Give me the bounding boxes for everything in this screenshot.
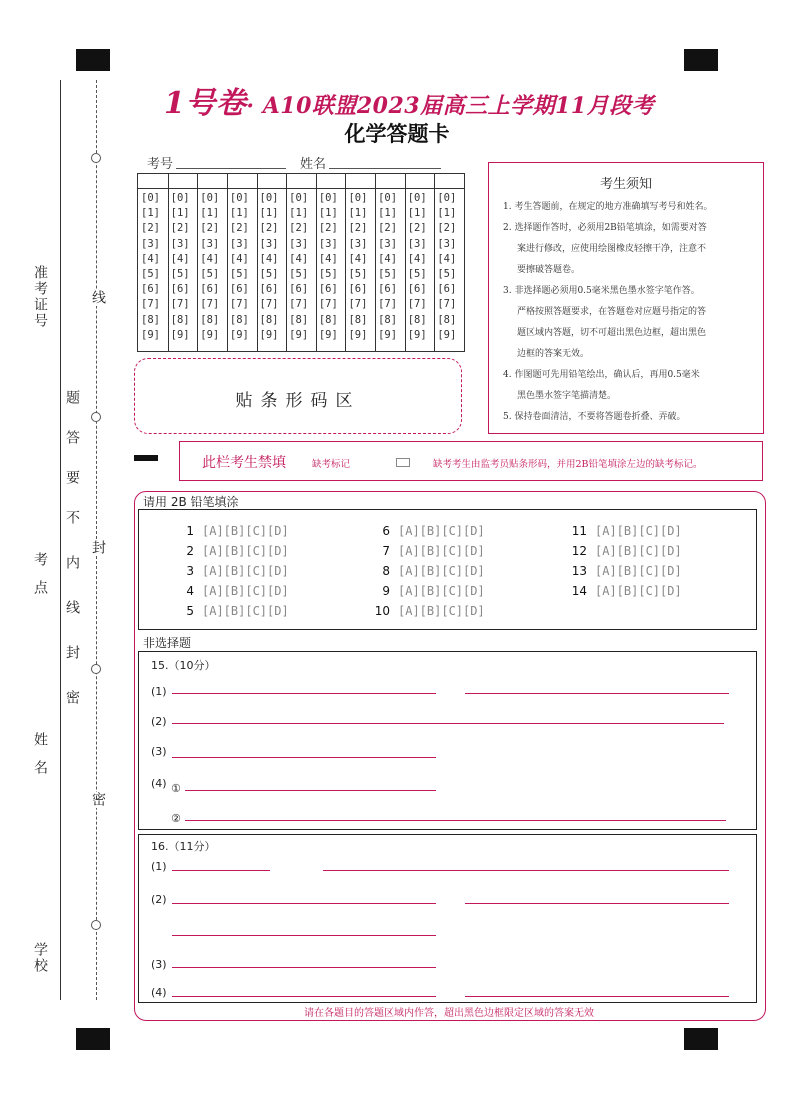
digit-bubble[interactable]: [0] [289, 192, 309, 204]
question-number: 7 [382, 544, 390, 558]
question-number: 5 [186, 604, 194, 618]
option-bubbles[interactable]: [A][B][C][D] [202, 604, 289, 618]
barcode-area [134, 358, 462, 434]
choice-question-row[interactable] [368, 604, 485, 618]
notice-line: 案进行修改，应使用绘图橡皮轻擦干净，注意不 [517, 244, 707, 254]
digit-bubble[interactable]: [5] [437, 268, 457, 280]
digit-bubble[interactable]: [9] [200, 328, 220, 341]
digit-bubble[interactable]: [5] [289, 268, 309, 280]
margin-warning-3: 不 [64, 510, 80, 526]
q16-answer-line-2c[interactable] [172, 935, 436, 936]
option-bubbles[interactable]: [A][B][C][D] [398, 564, 485, 578]
digit-bubble[interactable]: [1] [200, 207, 220, 220]
registration-mark-top-left [76, 49, 110, 71]
option-bubbles[interactable]: [A][B][C][D] [398, 604, 485, 618]
question-number: 12 [571, 544, 587, 558]
grid-column-divider [257, 174, 258, 351]
option-bubbles[interactable]: [A][B][C][D] [398, 524, 485, 538]
digit-bubble[interactable]: [8] [229, 313, 249, 326]
question-number: 3 [186, 564, 194, 578]
choice-question-row[interactable] [368, 524, 485, 538]
digit-bubble[interactable]: [8] [318, 313, 338, 326]
digit-bubble[interactable]: [2] [170, 222, 190, 235]
margin-solid-line [60, 80, 61, 1000]
grid-column-divider [434, 174, 435, 351]
digit-bubble[interactable]: [1] [378, 207, 398, 220]
margin-warning-5: 线 [64, 600, 80, 616]
margin-warning-7: 密 [64, 690, 80, 706]
digit-bubble[interactable]: [4] [348, 252, 368, 265]
digit-bubble[interactable]: [2] [229, 222, 249, 235]
digit-bubble[interactable]: [6] [378, 283, 398, 296]
q16-title: 16.（11分） [151, 840, 216, 853]
digit-bubble[interactable]: [8] [200, 313, 220, 326]
barcode-label: 贴条形码区 [235, 391, 361, 411]
brand-logo: 1号卷 [164, 86, 247, 121]
q15-answer-line-4b[interactable] [185, 820, 726, 821]
digit-bubble[interactable]: [8] [170, 313, 190, 326]
option-bubbles[interactable]: [A][B][C][D] [398, 584, 485, 598]
q16-part-3: (3) [151, 958, 167, 971]
question-number: 6 [382, 524, 390, 538]
grid-column-divider [316, 174, 317, 351]
digit-bubble[interactable]: [2] [141, 222, 160, 235]
digit-bubble[interactable]: [7] [229, 298, 249, 311]
q16-answer-line-2a[interactable] [172, 903, 436, 904]
q15-part-1: (1) [151, 685, 167, 698]
digit-bubble[interactable]: [7] [289, 298, 309, 311]
question-number: 13 [571, 564, 587, 578]
digit-bubble[interactable]: [1] [348, 207, 368, 220]
q16-answer-line-4b[interactable] [465, 996, 729, 997]
question-number: 11 [571, 524, 587, 538]
digit-bubble[interactable]: [5] [229, 268, 249, 280]
q15-part-4: (4) [151, 777, 167, 790]
notice-title: 考生须知 [599, 177, 652, 192]
binding-hole [91, 153, 101, 163]
margin-xian: 线 [90, 290, 106, 306]
digit-bubble[interactable]: [2] [318, 222, 338, 235]
digit-bubble[interactable]: [4] [318, 252, 338, 265]
digit-bubble[interactable]: [2] [259, 222, 279, 235]
margin-mi: 密 [90, 792, 106, 808]
digit-bubble[interactable]: [2] [200, 222, 220, 235]
digit-bubble[interactable]: [6] [407, 283, 427, 296]
exam-title [164, 78, 684, 122]
card-subtitle: 化学答题卡 [344, 122, 450, 146]
margin-label-xuexiao: 学校 [32, 942, 48, 974]
choice-question-row[interactable] [172, 544, 289, 558]
digit-bubble[interactable]: [4] [229, 252, 249, 265]
option-bubbles[interactable]: [A][B][C][D] [202, 584, 289, 598]
digit-bubble[interactable]: [7] [259, 298, 279, 311]
notice-line: 5. 保持卷面清洁，不要将答题卷折叠、弄破。 [503, 412, 686, 422]
digit-bubble[interactable]: [9] [407, 328, 427, 341]
question-number: 10 [374, 604, 390, 618]
digit-bubble[interactable]: [5] [348, 268, 368, 280]
option-bubbles[interactable]: [A][B][C][D] [595, 544, 682, 558]
grid-column-divider [168, 174, 169, 351]
digit-bubble[interactable]: [0] [229, 192, 249, 204]
q15-part-4-sub2: ② [171, 812, 181, 825]
digit-bubble[interactable]: [6] [170, 283, 190, 296]
xingming-label: 姓名 [300, 157, 327, 172]
option-bubbles[interactable]: [A][B][C][D] [595, 524, 682, 538]
digit-bubble[interactable]: [6] [141, 283, 160, 296]
registration-mark-bottom-left [76, 1028, 110, 1050]
digit-bubble[interactable]: [4] [200, 252, 220, 265]
digit-bubble[interactable]: [4] [407, 252, 427, 265]
digit-bubble[interactable]: [3] [407, 237, 427, 250]
digit-bubble[interactable]: [0] [348, 192, 368, 204]
digit-bubble[interactable]: [5] [259, 268, 279, 280]
digit-bubble[interactable]: [4] [289, 252, 309, 265]
choice-question-row[interactable] [565, 524, 682, 538]
digit-bubble[interactable]: [9] [437, 328, 457, 341]
margin-warning-4: 内 [64, 555, 80, 571]
choice-question-row[interactable] [368, 564, 485, 578]
choice-question-row[interactable] [565, 544, 682, 558]
question-number: 1 [186, 524, 194, 538]
registration-mark-bottom-right [684, 1028, 718, 1050]
digit-bubble[interactable]: [9] [229, 328, 249, 341]
digit-bubble[interactable]: [6] [348, 283, 368, 296]
choice-section-label: 请用 2B 铅笔填涂 [143, 495, 239, 509]
grid-header-divider [138, 188, 464, 189]
digit-bubble[interactable]: [7] [437, 298, 457, 311]
q16-answer-line-3[interactable] [172, 967, 436, 968]
digit-bubble[interactable]: [1] [289, 207, 309, 220]
absent-mark-checkbox[interactable] [396, 458, 410, 467]
digit-bubble[interactable]: [7] [170, 298, 190, 311]
option-bubbles[interactable]: [A][B][C][D] [202, 564, 289, 578]
choice-question-row[interactable] [368, 584, 485, 598]
choice-question-row[interactable] [172, 524, 289, 538]
kaohao-field[interactable] [176, 168, 286, 169]
digit-bubble[interactable]: [0] [318, 192, 338, 204]
option-bubbles[interactable]: [A][B][C][D] [202, 544, 289, 558]
q16-answer-line-2b[interactable] [465, 903, 729, 904]
grid-column-divider [405, 174, 406, 351]
digit-bubble[interactable]: [1] [259, 207, 279, 220]
option-bubbles[interactable]: [A][B][C][D] [595, 564, 682, 578]
choice-question-row[interactable] [172, 564, 289, 578]
digit-bubble[interactable]: [3] [170, 237, 190, 250]
notice-line: 要擦破答题卷。 [517, 265, 581, 275]
digit-bubble[interactable]: [3] [437, 237, 457, 250]
notice-line: 严格按照答题要求，在答题卷对应题号指定的答 [517, 307, 707, 317]
binding-hole [91, 664, 101, 674]
grid-column-divider [197, 174, 198, 351]
q16-part-2: (2) [151, 893, 167, 906]
exam-number-grid[interactable] [137, 173, 465, 352]
digit-bubble[interactable]: [7] [141, 298, 160, 311]
digit-bubble[interactable]: [8] [141, 313, 160, 326]
digit-bubble[interactable]: [3] [141, 237, 160, 250]
digit-bubble[interactable]: [9] [141, 328, 160, 341]
non-choice-section-label: 非选择题 [143, 636, 192, 650]
digit-bubble[interactable]: [9] [348, 328, 368, 341]
digit-bubble[interactable]: [8] [289, 313, 309, 326]
xingming-field[interactable] [329, 168, 441, 169]
digit-bubble[interactable]: [4] [437, 252, 457, 265]
notice-line: 边框的答案无效。 [517, 349, 590, 359]
margin-warning-1: 答 [64, 430, 80, 446]
digit-bubble[interactable]: [3] [200, 237, 220, 250]
digit-bubble[interactable]: [0] [437, 192, 457, 204]
notice-line: 黑色墨水签字笔描清楚。 [517, 391, 617, 401]
q15-answer-line-3[interactable] [172, 757, 436, 758]
digit-bubble[interactable]: [7] [378, 298, 398, 311]
q16-part-1: (1) [151, 860, 167, 873]
notice-line: 2. 选择题作答时，必须用2B铅笔填涂，如需要对答 [503, 223, 707, 233]
digit-bubble[interactable]: [5] [378, 268, 398, 280]
grid-column-divider [345, 174, 346, 351]
q16-answer-line-1b[interactable] [323, 870, 729, 871]
digit-bubble[interactable]: [0] [200, 192, 220, 204]
q15-answer-line-1b[interactable] [465, 693, 729, 694]
q15-part-3: (3) [151, 745, 167, 758]
digit-bubble[interactable]: [5] [170, 268, 190, 280]
digit-bubble[interactable]: [9] [259, 328, 279, 341]
q16-box [138, 834, 757, 1003]
notice-line: 4. 作图题可先用铅笔绘出，确认后，再用0.5毫米 [503, 370, 700, 380]
digit-bubble[interactable]: [4] [170, 252, 190, 265]
digit-bubble[interactable]: [9] [170, 328, 190, 341]
margin-label-zhunkaozheng: 准考证号 [32, 265, 48, 329]
digit-bubble[interactable]: [3] [229, 237, 249, 250]
digit-bubble[interactable]: [0] [259, 192, 279, 204]
margin-warning-6: 封 [64, 645, 80, 661]
notice-line: 3. 非选择题必须用0.5毫米黑色墨水签字笔作答。 [503, 286, 700, 296]
grid-column-divider [227, 174, 228, 351]
option-bubbles[interactable]: [A][B][C][D] [398, 544, 485, 558]
digit-bubble[interactable]: [3] [378, 237, 398, 250]
digit-bubble[interactable]: [5] [407, 268, 427, 280]
digit-bubble[interactable]: [5] [200, 268, 220, 280]
registration-mark-top-right [684, 49, 718, 71]
margin-label-xingming: 姓名 [32, 732, 48, 788]
digit-bubble[interactable]: [6] [259, 283, 279, 296]
digit-bubble[interactable]: [2] [407, 222, 427, 235]
margin-feng: 封 [90, 540, 106, 556]
exam-title-text: · A10联盟2023届高三上学期11月段考 [246, 93, 655, 119]
digit-bubble[interactable]: [4] [141, 252, 160, 265]
digit-bubble[interactable]: [4] [259, 252, 279, 265]
digit-bubble[interactable]: [3] [348, 237, 368, 250]
question-number: 4 [186, 584, 194, 598]
digit-bubble[interactable]: [6] [229, 283, 249, 296]
q16-answer-line-4a[interactable] [172, 996, 436, 997]
digit-bubble[interactable]: [1] [141, 207, 160, 220]
q15-answer-line-4a[interactable] [185, 790, 436, 791]
absent-mark-label: 缺考标记 [312, 459, 351, 470]
digit-bubble[interactable]: [0] [378, 192, 398, 204]
digit-bubble[interactable]: [3] [289, 237, 309, 250]
digit-bubble[interactable]: [2] [348, 222, 368, 235]
margin-warning-2: 要 [64, 470, 80, 486]
binding-hole [91, 412, 101, 422]
notice-line: 题区域内答题，切不可超出黑色边框，超出黑色 [517, 328, 707, 338]
margin-label-kaodian: 考点 [32, 552, 48, 608]
choice-question-row[interactable] [368, 544, 485, 558]
question-number: 2 [186, 544, 194, 558]
digit-bubble[interactable]: [8] [348, 313, 368, 326]
digit-bubble[interactable]: [8] [378, 313, 398, 326]
question-number: 8 [382, 564, 390, 578]
digit-bubble[interactable]: [0] [141, 192, 160, 204]
q15-box [138, 651, 757, 830]
margin-warning-0: 题 [64, 390, 80, 406]
digit-bubble[interactable]: [2] [289, 222, 309, 235]
question-number: 14 [571, 584, 587, 598]
digit-bubble[interactable]: [6] [318, 283, 338, 296]
digit-bubble[interactable]: [7] [348, 298, 368, 311]
digit-bubble[interactable]: [3] [318, 237, 338, 250]
digit-bubble[interactable]: [0] [170, 192, 190, 204]
choice-question-row[interactable] [565, 584, 682, 598]
grid-column-divider [375, 174, 376, 351]
absent-banner [179, 441, 763, 481]
digit-bubble[interactable]: [1] [229, 207, 249, 220]
digit-bubble[interactable]: [7] [200, 298, 220, 311]
q16-part-4: (4) [151, 986, 167, 999]
notice-box [488, 162, 764, 434]
digit-bubble[interactable]: [1] [170, 207, 190, 220]
digit-bubble[interactable]: [3] [259, 237, 279, 250]
digit-bubble[interactable]: [7] [407, 298, 427, 311]
digit-bubble[interactable]: [1] [437, 207, 457, 220]
choice-question-row[interactable] [172, 604, 289, 618]
q15-title: 15.（10分） [151, 659, 216, 672]
choice-question-row[interactable] [565, 564, 682, 578]
digit-bubble[interactable]: [1] [318, 207, 338, 220]
banner-instruction: 缺考考生由监考员贴条形码，并用2B铅笔填涂左边的缺考标记。 [433, 459, 703, 470]
option-bubbles[interactable]: [A][B][C][D] [202, 524, 289, 538]
digit-bubble[interactable]: [4] [378, 252, 398, 265]
registration-mark-side [134, 455, 158, 461]
grid-column-divider [286, 174, 287, 351]
q15-part-2: (2) [151, 715, 167, 728]
digit-bubble[interactable]: [8] [407, 313, 427, 326]
digit-bubble[interactable]: [2] [437, 222, 457, 235]
digit-bubble[interactable]: [9] [378, 328, 398, 341]
question-number: 9 [382, 584, 390, 598]
option-bubbles[interactable]: [A][B][C][D] [595, 584, 682, 598]
digit-bubble[interactable]: [5] [141, 268, 160, 280]
digit-bubble[interactable]: [1] [407, 207, 427, 220]
notice-line: 1. 考生答题前，在规定的地方准确填写考号和姓名。 [503, 202, 713, 212]
digit-bubble[interactable]: [6] [289, 283, 309, 296]
digit-bubble[interactable]: [0] [407, 192, 427, 204]
digit-bubble[interactable]: [8] [437, 313, 457, 326]
choice-question-row[interactable] [172, 584, 289, 598]
digit-bubble[interactable]: [5] [318, 268, 338, 280]
q15-answer-line-1a[interactable] [172, 693, 436, 694]
q15-part-4-sub1: ① [171, 782, 181, 795]
binding-hole [91, 920, 101, 930]
digit-bubble[interactable]: [7] [318, 298, 338, 311]
digit-bubble[interactable]: [9] [289, 328, 309, 341]
digit-bubble[interactable]: [6] [200, 283, 220, 296]
digit-bubble[interactable]: [8] [259, 313, 279, 326]
digit-bubble[interactable]: [2] [378, 222, 398, 235]
q15-answer-line-2[interactable] [172, 723, 724, 724]
digit-bubble[interactable]: [6] [437, 283, 457, 296]
digit-bubble[interactable]: [9] [318, 328, 338, 341]
footer-warning: 请在各题目的答题区域内作答，超出黑色边框限定区域的答案无效 [304, 1008, 594, 1019]
banner-label: 此栏考生禁填 [202, 455, 286, 471]
kaohao-label: 考号 [147, 157, 174, 172]
q16-answer-line-1a[interactable] [172, 870, 270, 871]
